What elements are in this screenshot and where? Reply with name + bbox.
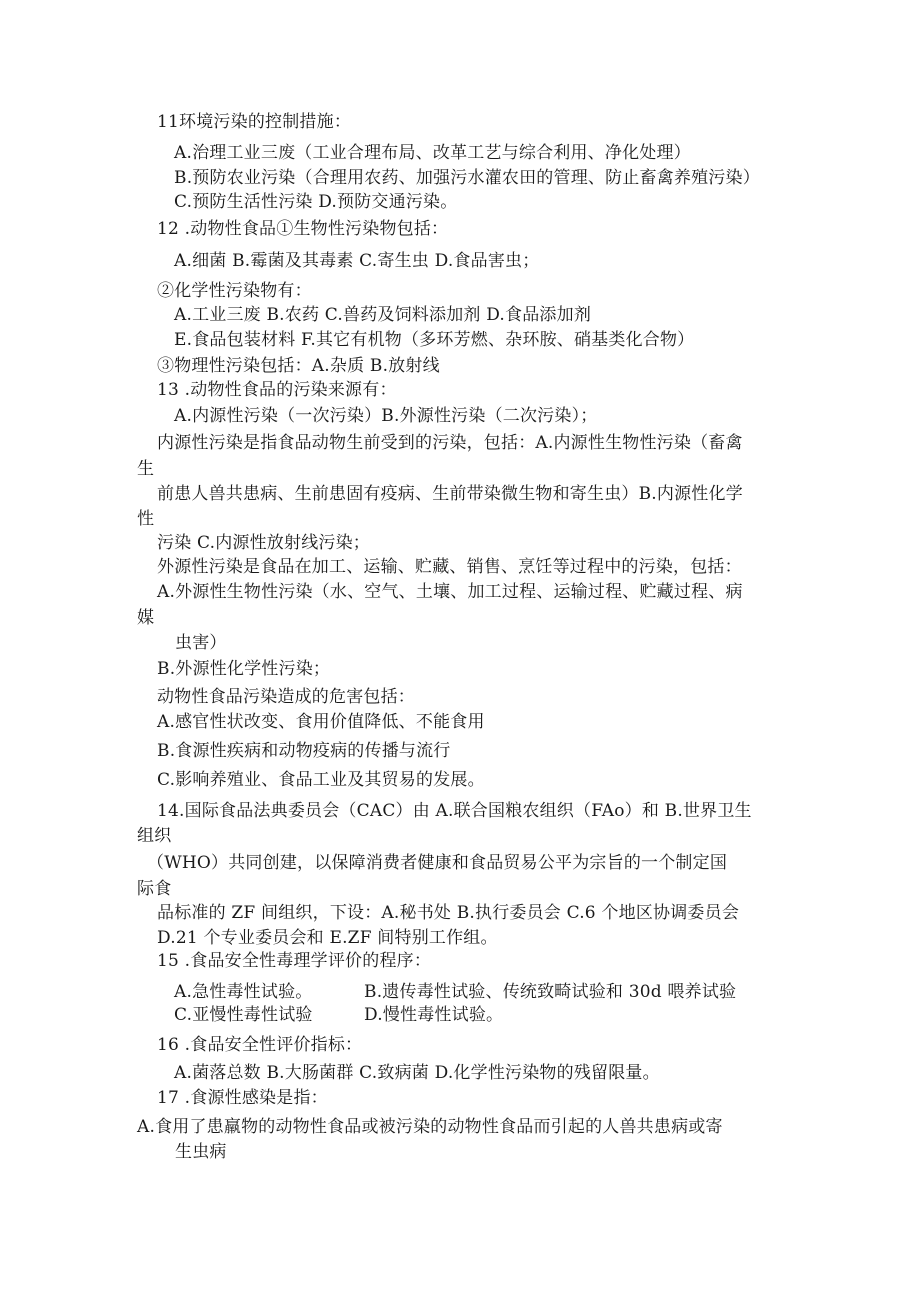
item-14-line-1: 14.国际食品法典委员会（CAC）由 A.联合国粮农组织（FAo）和 B.世界卫生	[157, 801, 752, 821]
item-14-line-1-wrap: 组织	[137, 826, 172, 846]
item-11-option-a: A.治理工业三废（工业合理布局、改革工艺与综合利用、净化处理）	[174, 143, 691, 163]
item-13-external-3: 虫害）	[175, 633, 227, 653]
item-13-internal-1-wrap: 生	[137, 459, 155, 479]
tox-step-c: C.亚慢性毒性试验	[174, 1005, 313, 1025]
item-14-line-4: D.21 个专业委员会和 E.ZF 间特别工作组。	[157, 928, 498, 948]
item-15-heading: 15 .食品安全性毒理学评价的程序：	[157, 951, 432, 971]
item-12-bio-list: A.细菌 B.霉菌及其毒素 C.寄生虫 D.食品害虫；	[174, 251, 540, 271]
tox-step-a: A.急性毒性试验。	[174, 982, 313, 1002]
item-12-physical: ③物理性污染包括：A.杂质 B.放射线	[157, 356, 440, 376]
item-13-internal-2-wrap: 性	[137, 509, 155, 529]
item-12-chem-heading: ②化学性污染物有：	[157, 281, 312, 301]
item-17-definition-wrap: 生虫病	[175, 1142, 227, 1162]
item-17-definition: A.食用了患羸物的动物性食品或被污染的动物性食品而引起的人兽共患病或寄	[137, 1117, 723, 1137]
item-12-heading: 12 .动物性食品①生物性污染物包括：	[157, 219, 449, 239]
item-16-heading: 16 .食品安全性评价指标：	[157, 1035, 363, 1055]
item-13-hazard-b: B.食源性疾病和动物疫病的传播与流行	[157, 741, 451, 761]
item-13-internal-2: 前患人兽共患病、生前患固有疫病、生前带染微生物和寄生虫）B.内源性化学	[157, 484, 743, 504]
item-15-steps-row-1	[174, 981, 736, 1003]
item-13-heading: 13 .动物性食品的污染来源有：	[157, 380, 397, 400]
item-13-external-2-wrap: 媒	[137, 608, 155, 628]
tox-step-d: D.慢性毒性试验。	[364, 1005, 504, 1025]
item-13-internal-3: 污染 C.内源性放射线污染；	[157, 533, 371, 553]
item-12-chem-list-2: E.食品包装材料 F.其它有机物（多环芳燃、杂环胺、硝基类化合物）	[174, 330, 695, 350]
item-11-option-cd: C.预防生活性污染 D.预防交通污染。	[174, 192, 458, 212]
item-13-external-chem: B.外源性化学性污染；	[157, 659, 331, 679]
item-17-heading: 17 .食源性感染是指：	[157, 1088, 328, 1108]
item-13-hazard-a: A.感官性状改变、食用价值降低、不能食用	[157, 712, 485, 732]
item-14-line-3: 品标准的 ZF 间组织，下设：A.秘书处 B.执行委员会 C.6 个地区协调委员会	[157, 903, 740, 923]
item-13-hazards-heading: 动物性食品污染造成的危害包括：	[157, 687, 415, 707]
item-13-sources: A.内源性污染（一次污染）B.外源性污染（二次污染）；	[174, 406, 598, 426]
item-13-hazard-c: C.影响养殖业、食品工业及其贸易的发展。	[157, 770, 485, 790]
item-13-internal-1: 内源性污染是指食品动物生前受到的污染，包括：A.内源性生物性污染（畜禽	[157, 433, 743, 453]
item-14-line-2-wrap: 际食	[137, 879, 172, 899]
item-12-chem-list-1: A.工业三废 B.农药 C.兽药及饲料添加剂 D.食品添加剂	[174, 305, 592, 325]
item-11-heading: 11环境污染的控制措施：	[157, 112, 352, 132]
item-14-line-2: （WHO）共同创建，以保障消费者健康和食品贸易公平为宗旨的一个制定国	[147, 853, 728, 873]
item-15-steps-row-2	[174, 1004, 503, 1026]
item-16-indicators: A.菌落总数 B.大肠菌群 C.致病菌 D.化学性污染物的残留限量。	[174, 1063, 660, 1083]
item-11-option-b: B.预防农业污染（合理用农药、加强污水灌农田的管理、防止畜禽养殖污染）	[174, 168, 760, 188]
item-13-external-1: 外源性污染是食品在加工、运输、贮藏、销售、烹饪等过程中的污染，包括：	[157, 557, 742, 577]
tox-step-b: B.遗传毒性试验、传统致畸试验和 30d 喂养试验	[364, 982, 737, 1002]
item-13-external-2: A.外源性生物性污染（水、空气、土壤、加工过程、运输过程、贮藏过程、病	[157, 582, 743, 602]
